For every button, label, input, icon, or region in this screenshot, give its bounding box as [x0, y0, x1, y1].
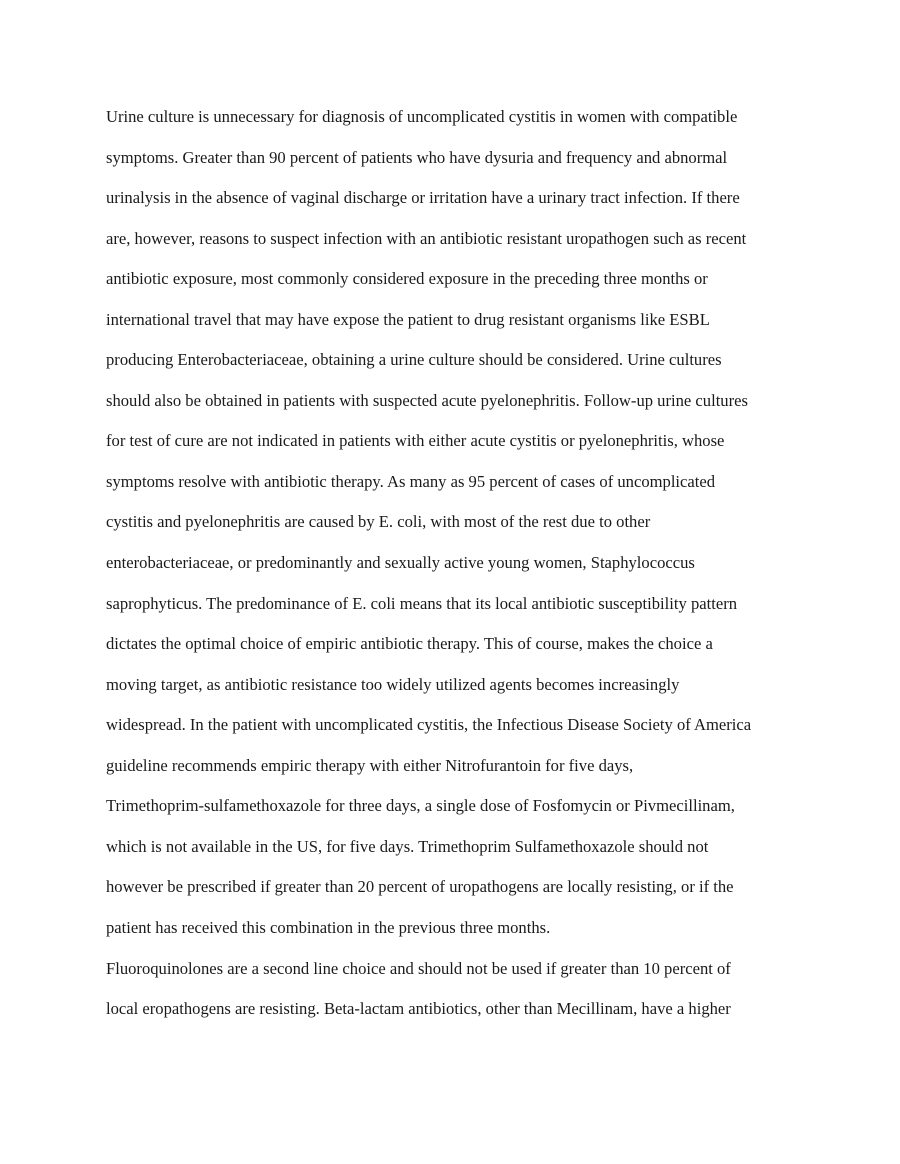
text-line: are, however, reasons to suspect infection with an antibiotic resistant uropathogen such as recent	[106, 229, 747, 248]
text-line: guideline recommends empiric therapy with either Nitrofurantoin for five days,	[106, 756, 634, 775]
text-line: Fluoroquinolones are a second line choice and should not be used if greater than 10 percent of	[106, 959, 731, 978]
text-line: producing Enterobacteriaceae, obtaining a urine culture should be considered. Urine cultures	[106, 350, 722, 369]
text-line: international travel that may have expose the patient to drug resistant organisms like ESBL	[106, 310, 710, 329]
text-line: antibiotic exposure, most commonly considered exposure in the preceding three months or	[106, 269, 708, 288]
text-line: should also be obtained in patients with suspected acute pyelonephritis. Follow-up urine cultures	[106, 391, 748, 410]
text-line: moving target, as antibiotic resistance too widely utilized agents becomes increasingly	[106, 675, 680, 694]
text-line: for test of cure are not indicated in patients with either acute cystitis or pyelonephritis, whose	[106, 431, 725, 450]
text-line: Trimethoprim-sulfamethoxazole for three days, a single dose of Fosfomycin or Pivmecillinam,	[106, 796, 735, 815]
text-line: Urine culture is unnecessary for diagnosis of uncomplicated cystitis in women with compatible	[106, 107, 738, 126]
text-line: symptoms. Greater than 90 percent of patients who have dysuria and frequency and abnormal	[106, 148, 728, 167]
text-line: dictates the optimal choice of empiric antibiotic therapy. This of course, makes the choice a	[106, 634, 713, 653]
text-line: local eropathogens are resisting. Beta-lactam antibiotics, other than Mecillinam, have a higher	[106, 999, 731, 1018]
text-line: saprophyticus. The predominance of E. coli means that its local antibiotic susceptibility pattern	[106, 594, 738, 613]
text-line: which is not available in the US, for five days. Trimethoprim Sulfamethoxazole should not	[106, 837, 709, 856]
text-line: urinalysis in the absence of vaginal discharge or irritation have a urinary tract infection. If there	[106, 188, 740, 207]
text-line: cystitis and pyelonephritis are caused by E. coli, with most of the rest due to other	[106, 512, 651, 531]
text-line: enterobacteriaceae, or predominantly and sexually active young women, Staphylococcus	[106, 553, 695, 572]
text-line: however be prescribed if greater than 20 percent of uropathogens are locally resisting, or if the	[106, 877, 734, 896]
text-line: symptoms resolve with antibiotic therapy. As many as 95 percent of cases of uncomplicated	[106, 472, 716, 491]
text-line: patient has received this combination in the previous three months.	[106, 918, 551, 937]
text-line: widespread. In the patient with uncomplicated cystitis, the Infectious Disease Society of America	[106, 715, 752, 734]
